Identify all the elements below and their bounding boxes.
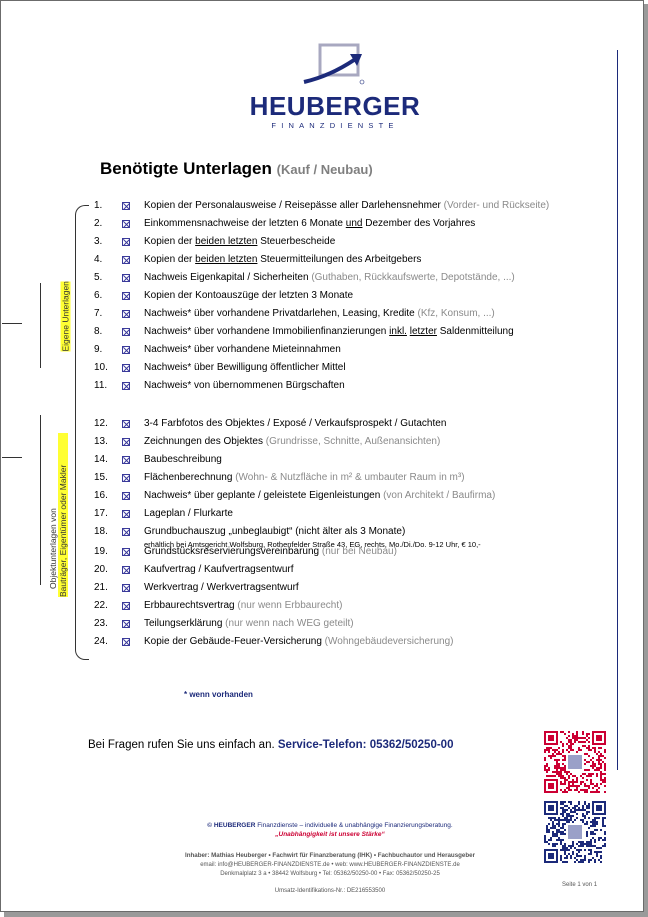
list-item xyxy=(94,235,335,251)
item-number: 19. xyxy=(94,546,108,557)
list-item xyxy=(94,417,446,433)
item-text: Kopie der Gebäude-Feuer-Versicherung (Wohngebäudeversicherung) xyxy=(144,636,454,647)
item-number: 5. xyxy=(94,272,103,283)
footer-line-1: © HEUBERGER Finanzdienste – individuelle & unabhängige Finanzierungsberatung. xyxy=(207,822,453,829)
item-number: 10. xyxy=(94,362,108,373)
service-phone: Service-Telefon: 05362/50250-00 xyxy=(277,739,454,751)
item-text: Grundbuchauszug „unbeglaubigt“ (nicht älter als 3 Monate) xyxy=(144,526,406,537)
list-item xyxy=(94,599,342,615)
item-text: Kopien der Personalausweise / Reisepässe aller Darlehensnehmer (Vorder- und Rückseite) xyxy=(144,200,550,211)
list-item xyxy=(94,289,353,305)
item-text: Nachweis Eigenkapital / Sicherheiten (Guthaben, Rückkaufswerte, Depotstände, ...) xyxy=(144,272,515,283)
item-number: 9. xyxy=(94,344,103,355)
item-subnote: erhältlich bei Amtsgericht Wolfsburg, Rothenfelder Straße 43, EG, rechts, Mo./Di./Do. 9-12 Uhr, € 10,- xyxy=(144,540,481,549)
separator-tick xyxy=(2,323,22,324)
list-item xyxy=(94,581,299,597)
item-text: Teilungserklärung (nur wenn nach WEG geteilt) xyxy=(144,618,354,629)
list-item xyxy=(94,563,294,579)
list-item xyxy=(94,525,481,549)
page-number: Seite 1 von 1 xyxy=(562,882,598,888)
item-text: Grundstücksreservierungsvereinbarung (nur bei Neubau) xyxy=(144,546,397,557)
left-bracket xyxy=(75,205,89,660)
item-number: 22. xyxy=(94,600,108,611)
item-number: 17. xyxy=(94,508,108,519)
item-text: Baubeschreibung xyxy=(144,454,222,465)
phone-line xyxy=(88,739,453,751)
list-item xyxy=(94,199,549,215)
list-item xyxy=(94,471,465,487)
item-text: Erbbaurechtsvertrag (nur wenn Erbbaurecht) xyxy=(144,600,343,611)
page-title xyxy=(100,159,373,179)
item-text: Nachweis* über vorhandene Immobilienfinanzierungen inkl. letzter Saldenmitteilung xyxy=(144,326,514,337)
item-number: 6. xyxy=(94,290,103,301)
item-number: 13. xyxy=(94,436,108,447)
page-shadow-right xyxy=(644,4,648,916)
item-text: Nachweis* über Bewilligung öffentlicher Mittel xyxy=(144,362,346,373)
list-item xyxy=(94,217,475,233)
item-number: 1. xyxy=(94,200,103,211)
item-number: 8. xyxy=(94,326,103,337)
footer-address: Denkmalplatz 3 a • 38442 Wolfsburg • Tel: 05362/50250-00 • Fax: 05362/50250-25 xyxy=(220,871,440,877)
footer-contact: email: info@HEUBERGER-FINANZDIENSTE.de • web: www.HEUBERGER-FINANZDIENSTE.de xyxy=(200,862,460,868)
item-text: Kopien der Kontoauszüge der letzten 3 Monate xyxy=(144,290,354,301)
item-text: Werkvertrag / Werkvertragsentwurf xyxy=(144,582,299,593)
right-margin-line xyxy=(617,50,618,770)
footer-vat-id: Umsatz-Identifikations-Nr.: DE216553500 xyxy=(274,888,386,894)
label-own-documents: Eigene Unterlagen xyxy=(60,281,71,352)
phone-prefix: Bei Fragen rufen Sie uns einfach an. xyxy=(88,739,278,751)
list-item xyxy=(94,545,397,561)
footnote: * wenn vorhanden xyxy=(184,690,253,699)
page-shadow-bottom xyxy=(4,912,648,917)
logo-subtitle: FINANZDIENSTE xyxy=(271,121,399,130)
list-item xyxy=(94,617,354,633)
item-text: Kaufvertrag / Kaufvertragsentwurf xyxy=(144,564,294,575)
footer-owner: Inhaber: Mathias Heuberger • Fachwirt für Finanzberatung (IHK) • Fachbuchautor und Herausgeber xyxy=(184,852,476,859)
list-item xyxy=(94,635,453,651)
list-item xyxy=(94,379,345,395)
item-number: 18. xyxy=(94,526,108,537)
item-text: Nachweis* über vorhandene Mieteinnahmen xyxy=(144,344,341,355)
list-item xyxy=(94,343,341,359)
list-item xyxy=(94,325,514,341)
item-number: 3. xyxy=(94,236,103,247)
item-number: 15. xyxy=(94,472,108,483)
item-text: Flächenberechnung (Wohn- & Nutzfläche in m² & umbauter Raum in m³) xyxy=(144,472,465,483)
item-number: 23. xyxy=(94,618,108,629)
list-item xyxy=(94,253,421,269)
title-sub: (Kauf / Neubau) xyxy=(276,162,373,177)
list-item xyxy=(94,271,515,287)
item-number: 14. xyxy=(94,454,108,465)
item-number: 2. xyxy=(94,218,103,229)
item-text: 3-4 Farbfotos des Objektes / Exposé / Verkaufsprospekt / Gutachten xyxy=(144,418,447,429)
item-text: Zeichnungen des Objektes (Grundrisse, Schnitte, Außenansichten) xyxy=(144,436,441,447)
item-text: Kopien der beiden letzten Steuermitteilungen des Arbeitgebers xyxy=(144,254,422,265)
item-number: 24. xyxy=(94,636,108,647)
logo-name: HEUBERGER xyxy=(249,91,421,121)
item-text: Nachweis* von übernommenen Bürgschaften xyxy=(144,380,345,391)
item-text: Kopien der beiden letzten Steuerbescheide xyxy=(144,236,336,247)
item-number: 12. xyxy=(94,418,108,429)
group-divider xyxy=(40,283,41,368)
item-text: Nachweis* über vorhandene Privatdarlehen, Leasing, Kredite (Kfz, Konsum, ...) xyxy=(144,308,495,319)
item-text: Einkommensnachweise der letzten 6 Monate und Dezember des Vorjahres xyxy=(144,218,476,229)
group-divider xyxy=(40,415,41,585)
item-number: 16. xyxy=(94,490,108,501)
label-object-documents: Objektunterlagen von Bauträger, Eigentümer oder Makler xyxy=(48,433,68,597)
list-item xyxy=(94,507,233,523)
item-number: 20. xyxy=(94,564,108,575)
title-main: Benötigte Unterlagen xyxy=(100,159,272,178)
list-item xyxy=(94,307,495,323)
list-item xyxy=(94,489,495,505)
item-number: 21. xyxy=(94,582,108,593)
heuberger-logo-icon xyxy=(300,42,370,92)
separator-tick xyxy=(2,457,22,458)
qr-code-icon xyxy=(544,731,606,793)
list-item xyxy=(94,361,346,377)
item-text: Lageplan / Flurkarte xyxy=(144,508,233,519)
item-text: Nachweis* über geplante / geleistete Eigenleistungen (von Architekt / Baufirma) xyxy=(144,490,496,501)
footer-slogan: „Unabhängigkeit ist unsere Stärke“ xyxy=(275,831,385,838)
item-number: 11. xyxy=(94,380,108,391)
list-item xyxy=(94,453,222,469)
list-item xyxy=(94,435,440,451)
item-number: 4. xyxy=(94,254,103,265)
item-number: 7. xyxy=(94,308,103,319)
